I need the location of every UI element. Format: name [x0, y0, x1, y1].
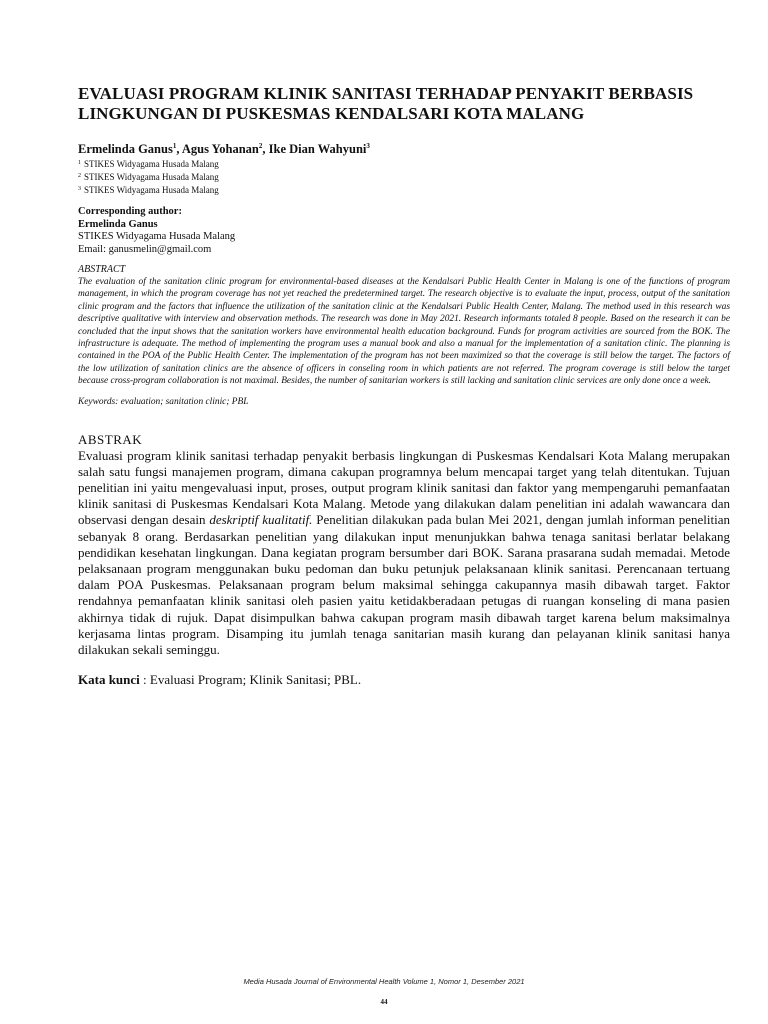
affiliation-item: [78, 183, 730, 196]
affiliation-list: [78, 157, 730, 196]
affiliation-text: STIKES Widyagama Husada Malang: [84, 172, 219, 182]
corresponding-email[interactable]: Email: ganusmelin@gmail.com: [78, 243, 212, 255]
author-sup: 3: [366, 142, 370, 150]
affiliation-item: [78, 157, 730, 170]
abstract-en-text: The evaluation of the sanitation clinic program for environmental-based diseases at the Kendalsari Public Health Center in Malang is one of the functions of program management, in which the program coverage has not yet reached the predetermined target. The research objective is to evaluate the input, process, output of the sanitation clinic program and the factors that influence the utilization of the sanitation clinic at the Kendalsari Public Health Center, Malang. The method used in this research was descriptive qualitative with interview and observation methods. The research was done in May 2021. Research informants totaled 8 people. Based on the research it can be concluded that the input shows that the sanitation workers have environmental health education background. Funds for program activities are sourced from the BOK. The infrastructure is adequate. The method of implementing the program uses a manual book and also a manual for the implementation of a sanitation clinic. The planning is contained in the POA of the Public Health Center. The implementation of the program has not been maximized so that the coverage is still below the target. The factors of the low utilization of sanitation clinics are the absence of officers in conseling room in which patients are not referred. The program coverage is still below the target because cross-program collaboration is not maximal. Besides, the number of sanitarian workers is still lacking and sanitation clinic services are only done once a week.: [78, 277, 730, 387]
author-sup: 1: [172, 142, 177, 150]
author-name: Agus Yohanan: [181, 142, 259, 156]
affiliation-sup: 2: [78, 173, 81, 179]
abstrak-text: [78, 448, 730, 659]
kata-kunci-text: : Evaluasi Program; Klinik Sanitasi; PBL.: [139, 672, 362, 688]
author-name: Ermelinda Ganus: [78, 142, 173, 156]
abstract-en-heading: ABSTRACT: [78, 264, 126, 275]
author-separator: ,: [262, 142, 269, 156]
kata-kunci-label: Kata kunci: [78, 672, 140, 688]
affiliation-text: STIKES Widyagama Husada Malang: [84, 185, 219, 195]
paper-page: [78, 84, 730, 688]
author-name: Ike Dian Wahyuni: [268, 142, 367, 156]
affiliation-text: STIKES Widyagama Husada Malang: [84, 159, 219, 169]
affiliation-sup: 1: [78, 160, 81, 166]
keywords-en: Keywords: evaluation; sanitation clinic; PBL: [78, 396, 249, 407]
paper-title: EVALUASI PROGRAM KLINIK SANITASI TERHADAP PENYAKIT BERBASIS LINGKUNGAN DI PUSKESMAS KENDALSARI KOTA MALANG: [78, 84, 694, 123]
abstrak-text-part: Evaluasi program klinik sanitasi terhadap penyakit berbasis lingkungan di Puskesmas Kendalsari Kota Malang merupakan salah satu fungsi manajemen program, dimana cakupan programnya belum mencapai target yang telah ditentukan. Tujuan penelitian ini yaitu mengevaluasi input, proses, output program klinik sanitasi dan faktor yang mempengaruhi pemanfaatan klinik sanitasi di Puskesmas Kendalsari Kota Malang. Metode yang dilakukan dalam penelitian ini adalah wawancara dan observasi dengan desain: [78, 447, 730, 528]
corresponding-institution: STIKES Widyagama Husada Malang: [78, 231, 236, 242]
abstrak-text-italic: deskriptif kualitatif.: [209, 512, 313, 528]
affiliation-item: [78, 170, 730, 183]
corresponding-author-block: [78, 206, 730, 256]
author-separator: ,: [176, 142, 182, 156]
corresponding-label: Corresponding author:: [78, 206, 182, 217]
page-number: 44: [380, 998, 388, 1006]
abstrak-text-part: Penelitian dilakukan pada bulan Mei 2021, dengan jumlah informan penelitian sebanyak 8 orang. Berdasarkan penelitian yang dilakukan input menunjukkan bahwa tenaga sanitasi berlatar belakang pendidikan kesehatan lingkungan. Dana kegiatan program bersumber dari BOK. Sarana prasarana sudah memadai. Metode pelaksanaan program menggunakan buku pedoman dan buku petunjuk pelaksanaan klinik sanitasi. Perencanaan tertuang dalam POA Puskesmas. Pelaksanaan program belum maksimal sehingga cakupannya masih dibawah target. Faktor rendahnya pemanfaatan klinik sanitasi oleh pasien yaitu ketidakberadaan petugas di ruangan konseling di mana pasien akhirnya tidak di rujuk. Dapat disimpulkan bahwa cakupan program masih dibawah target karena belum maksimalnya kerjasama lintas program. Disamping itu jumlah tenaga sanitarian masih kurang dan pelayanan klinik sanitasi hanya dilakukan sekali seminggu.: [78, 512, 731, 658]
author-list: [78, 138, 730, 157]
journal-footer: Media Husada Journal of Environmental Health Volume 1, Nomor 1, Desember 2021: [243, 977, 525, 986]
author-sup: 2: [258, 142, 263, 150]
affiliation-sup: 3: [78, 186, 81, 192]
corresponding-name: Ermelinda Ganus: [78, 218, 158, 230]
kata-kunci: [78, 672, 730, 688]
abstrak-heading: ABSTRAK: [78, 431, 143, 447]
